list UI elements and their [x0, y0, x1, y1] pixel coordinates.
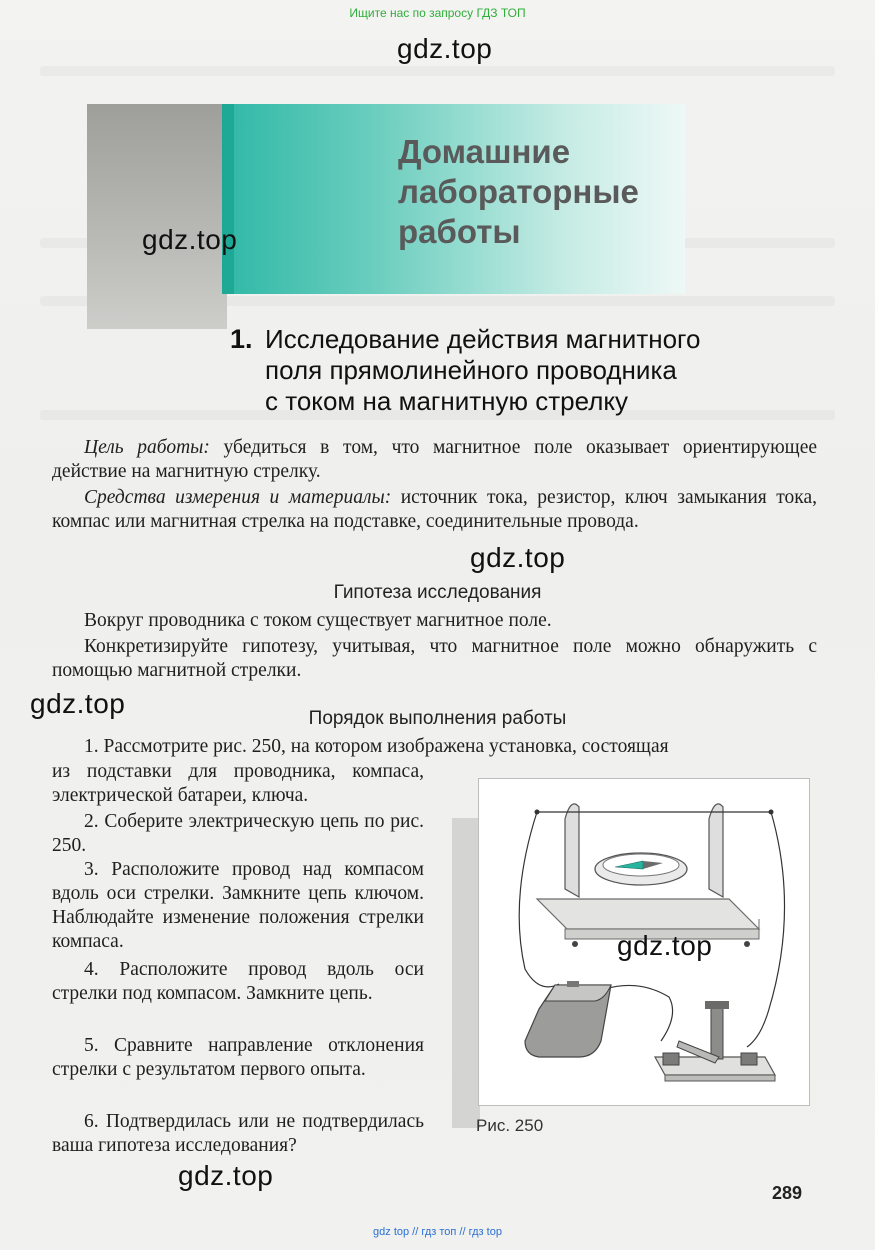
stand-platform-top	[537, 899, 759, 929]
switch-terminal	[741, 1053, 757, 1065]
procedure-heading: Порядок выполнения работы	[308, 708, 567, 729]
stand-foot	[572, 941, 578, 947]
battery-top	[545, 985, 611, 1001]
step-2: 2. Соберите электрическую цепь по рис. 250.	[52, 811, 424, 856]
watermark: gdz.top	[617, 930, 713, 961]
battery-to-switch-wire	[605, 985, 673, 1041]
goal-label: Цель работы:	[84, 437, 210, 458]
goal-paragraph	[52, 436, 817, 484]
bottom-links-note[interactable]: gdz top // гдз топ // гдз top	[373, 1226, 502, 1238]
hypothesis-paragraph-2: Конкретизируйте гипотезу, учитывая, что магнитное поле можно обнаружить с помощью магнитной стрелки.	[52, 636, 817, 681]
step-5: 5. Сравните направление отклонения стрелки с результатом первого опыта.	[52, 1035, 424, 1080]
watermark: gdz.top	[470, 542, 566, 573]
right-upright	[709, 804, 723, 897]
tools-text: источник тока, резистор, ключ замыкания тока, компас или магнитная стрелка на подставке, соединительные провода.	[52, 487, 818, 532]
page-number: 289	[772, 1183, 803, 1203]
watermark: gdz.top	[30, 688, 126, 719]
left-upright	[565, 804, 579, 897]
step-6: 6. Подтвердилась или не подтвердилась ваша гипотеза исследования?	[52, 1111, 424, 1156]
step-3: 3. Расположите провод над компасом вдоль оси стрелки. Замкните цепь ключом. Наблюдайте изменение положения стрелки компаса.	[52, 859, 424, 952]
decor-grey-block	[87, 104, 227, 329]
watermark: gdz.top	[142, 224, 238, 255]
goal-text: убедиться в том, что магнитное поле оказывает ориентирующее действие на магнитную стрелку.	[52, 437, 817, 482]
top-search-note[interactable]: Ищите нас по запросу ГДЗ ТОП	[349, 6, 526, 20]
step-1-continuation: из подставки для проводника, компаса, электрической батареи, ключа.	[52, 761, 424, 806]
step-1-line: 1. Рассмотрите рис. 250, на котором изображена установка, состоящая	[84, 736, 669, 757]
stand-foot	[744, 941, 750, 947]
hypothesis-paragraph-1: Вокруг проводника с током существует магнитное поле.	[84, 610, 552, 631]
figure-caption: Рис. 250	[476, 1116, 544, 1135]
step-4: 4. Расположите провод вдоль оси стрелки под компасом. Замкните цепь.	[52, 959, 424, 1004]
switch-terminal	[663, 1053, 679, 1065]
tools-label: Средства измерения и материалы:	[84, 487, 392, 508]
hypothesis-heading: Гипотеза исследования	[333, 582, 542, 603]
lab-title: Исследование действия магнитного поля прямолинейного проводника с током на магнитную стрелку	[265, 324, 701, 416]
battery-terminal	[567, 981, 579, 987]
figure-shadow	[452, 818, 480, 1128]
lab-number: 1.	[230, 324, 253, 354]
decor-teal-bar	[222, 104, 234, 294]
watermark: gdz.top	[178, 1160, 274, 1191]
bleed-through	[40, 66, 835, 76]
tools-paragraph	[52, 486, 817, 534]
switch-post-cap	[705, 1001, 729, 1009]
switch-post	[711, 1007, 723, 1059]
section-title: Домашние лабораторные работы	[398, 133, 639, 250]
watermark: gdz.top	[397, 33, 493, 64]
switch-base-front	[665, 1075, 775, 1081]
